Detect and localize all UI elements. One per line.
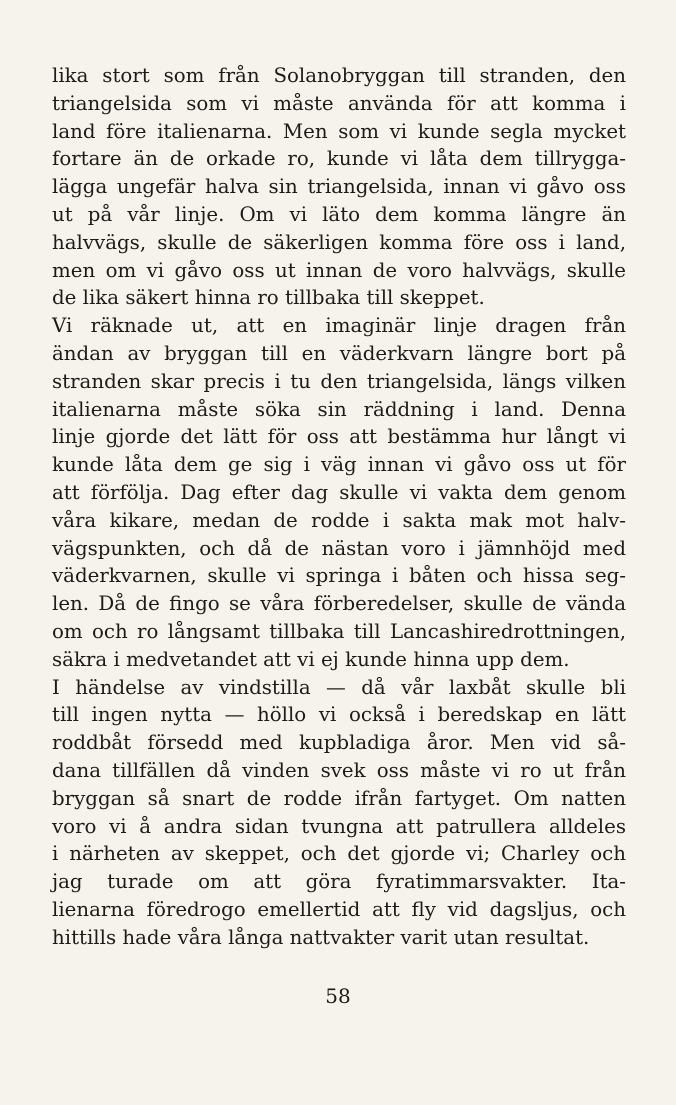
text-line: ut på vår linje. Om vi läto dem komma längre än [52, 202, 626, 226]
text-line: dana tillfällen då vinden svek oss måste vi ro ut från [52, 758, 626, 782]
text-line: bryggan så snart de rodde ifrån fartyget. Om natten [52, 786, 626, 810]
text-line: säkra i medvetandet att vi ej kunde hinna upp dem. [52, 647, 570, 671]
text-line: italienarna måste söka sin räddning i land. Denna [52, 397, 626, 421]
text-line: fortare än de orkade ro, kunde vi låta dem tillrygga- [52, 147, 626, 171]
text-line: men om vi gåvo oss ut innan de voro halvvägs, skulle [52, 258, 626, 282]
text-line: lägga ungefär halva sin triangelsida, innan vi gåvo oss [52, 175, 626, 199]
text-line: stranden skar precis i tu den triangelsida, längs vilken [52, 369, 626, 393]
text-line: i närheten av skeppet, och det gjorde vi; Charley och [52, 842, 626, 866]
text-line: linje gjorde det lätt för oss att bestämma hur långt vi [52, 425, 626, 449]
text-line: I händelse av vindstilla — då vår laxbåt skulle bli [52, 675, 626, 699]
text-line: de lika säkert hinna ro tillbaka till skeppet. [52, 286, 485, 310]
text-line: kunde låta dem ge sig i väg innan vi gåvo oss ut för [52, 453, 626, 477]
text-line: ändan av bryggan till en väderkvarn längre bort på [52, 341, 626, 365]
text-line: till ingen nytta — höllo vi också i beredskap en lätt [52, 703, 626, 727]
text-line: triangelsida som vi måste använda för att komma i [52, 91, 626, 115]
text-line: voro vi å andra sidan tvungna att patrullera alldeles [52, 814, 626, 838]
text-line: roddbåt försedd med kupbladiga åror. Men vid så- [52, 731, 626, 755]
text-line: lika stort som från Solanobryggan till stranden, den [52, 64, 626, 87]
text-line: våra kikare, medan de rodde i sakta mak mot halv- [52, 508, 626, 532]
text-line: väderkvarnen, skulle vi springa i båten och hissa seg- [52, 564, 626, 588]
body-text [52, 62, 626, 952]
text-line: land före italienarna. Men som vi kunde segla mycket [52, 119, 626, 143]
text-line: om och ro långsamt tillbaka till Lancashiredrottningen, [52, 619, 626, 643]
text-line: len. Då de fingo se våra förberedelser, skulle de vända [52, 592, 626, 616]
text-line: jag turade om att göra fyratimmarsvakter. Ita- [52, 870, 626, 894]
text-line: vägspunkten, och då de nästan voro i jämnhöjd med [52, 536, 626, 560]
text-line: att förfölja. Dag efter dag skulle vi vakta dem genom [52, 480, 626, 504]
text-line: lienarna föredrogo emellertid att fly vid dagsljus, och [52, 897, 626, 921]
text-line: hittills hade våra långa nattvakter varit utan resultat. [52, 925, 590, 949]
text-line: Vi räknade ut, att en imaginär linje dragen från [52, 314, 626, 338]
page-number: 58 [325, 984, 351, 1008]
text-line: halvvägs, skulle de säkerligen komma före oss i land, [52, 230, 626, 254]
